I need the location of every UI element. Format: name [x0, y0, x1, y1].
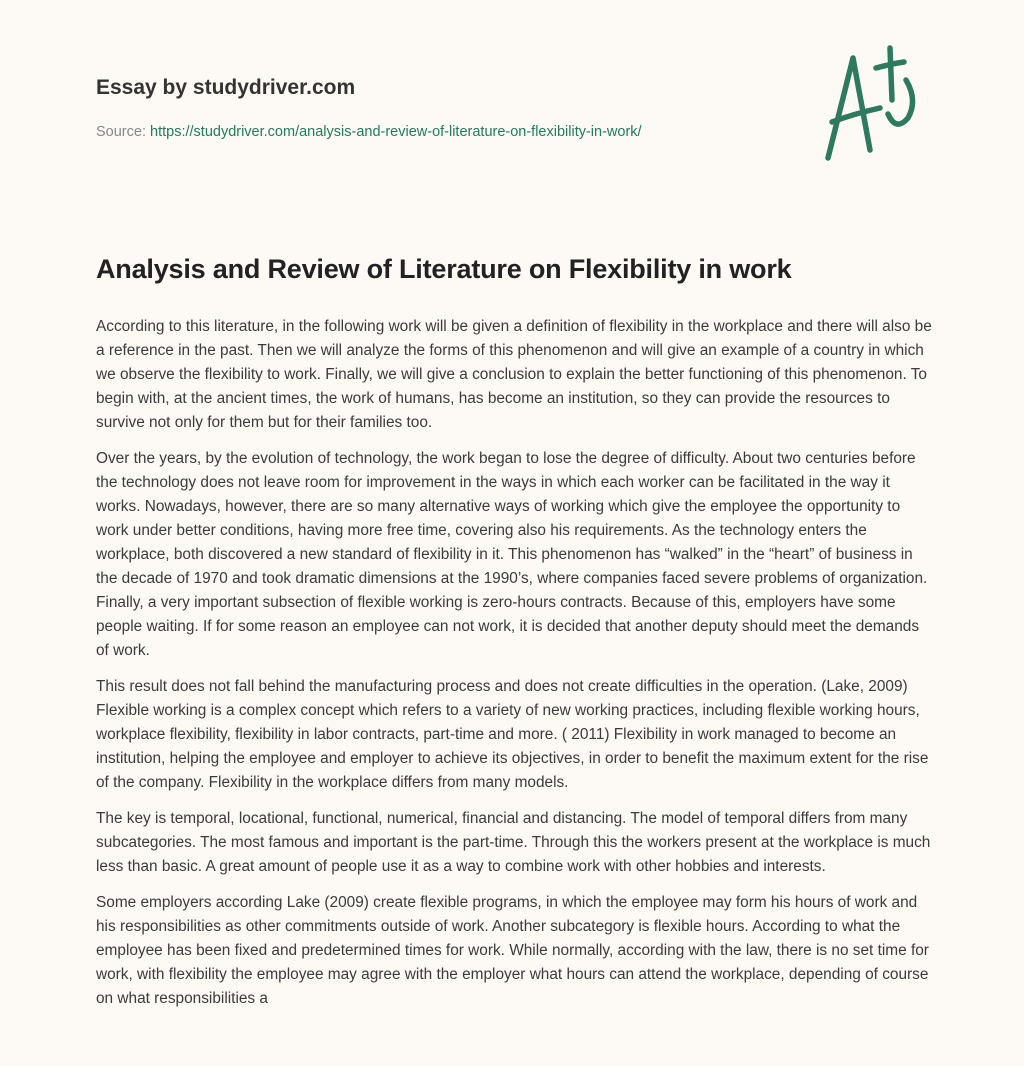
essay-header — [96, 76, 355, 100]
a-plus-logo-icon — [818, 40, 928, 165]
source-link[interactable]: https://studydriver.com/analysis-and-review-of-literature-on-flexibility-in-work/ — [150, 124, 642, 140]
source-line — [96, 124, 642, 140]
paragraph: This result does not fall behind the manufacturing process and does not create difficulties in the operation. (Lake, 2009) Flexible working is a complex concept which refers to a variety of new working practices, including flexible working hours, workplace flexibility, flexibility in labor contracts, part-time and more. ( 2011) Flexibility in work managed to become an institution, helping the employee and employer to achieve its objectives, in order to benefit the maximum extent for the rise of the company. Flexibility in the workplace differs from many models. — [96, 678, 929, 791]
source-label: Source: — [96, 124, 146, 140]
paragraph: According to this literature, in the following work will be given a definition of flexibility in the workplace and there will also be a reference in the past. Then we will analyze the forms of this phenomenon and will give an example of a country in which we observe the flexibility to work. Finally, we will give a conclusion to explain the better functioning of this phenomenon. To begin with, at the ancient times, the work of humans, has become an institution, so they can provide the resources to survive not only for them but for their families too. — [96, 318, 932, 431]
site-label: Essay by studydriver.com — [96, 76, 356, 99]
paragraph: Some employers according Lake (2009) create flexible programs, in which the employee may form his hours of work and his responsibilities as other commitments outside of work. Another subcategory is flexible hours. According to what the employee has been fixed and predetermined times for work. While normally, according with the law, there is no set time for work, with flexibility the employee may agree with the employer what hours can attend the workplace, depending of course on what responsibilities a — [96, 894, 929, 1007]
page-title: Analysis and Review of Literature on Flexibility in work — [96, 254, 792, 284]
paragraph: The key is temporal, locational, functional, numerical, financial and distancing. The model of temporal differs from many subcategories. The most famous and important is the part-time. Through this the workers present at the workplace is much less than basic. A great amount of people use it as a way to combine work with other hobbies and interests. — [96, 810, 931, 875]
essay-body — [96, 315, 932, 1023]
paragraph: Over the years, by the evolution of technology, the work began to lose the degree of difficulty. About two centuries before the technology does not leave room for improvement in the ways in which each worker can be facilitated in the way it works. Nowadays, however, there are so many alternative ways of working which give the employee the opportunity to work under better conditions, having more free time, covering also his requirements. As the technology enters the workplace, both discovered a new standard of flexibility in it. This phenomenon has “walked” in the “heart” of business in the decade of 1970 and took dramatic dimensions at the 1990’s, where companies faced severe problems of organization. Finally, a very important subsection of flexible working is zero-hours contracts. Because of this, employers have some people waiting. If for some reason an employee can not work, it is decided that another deputy should meet the demands of work. — [96, 450, 928, 659]
